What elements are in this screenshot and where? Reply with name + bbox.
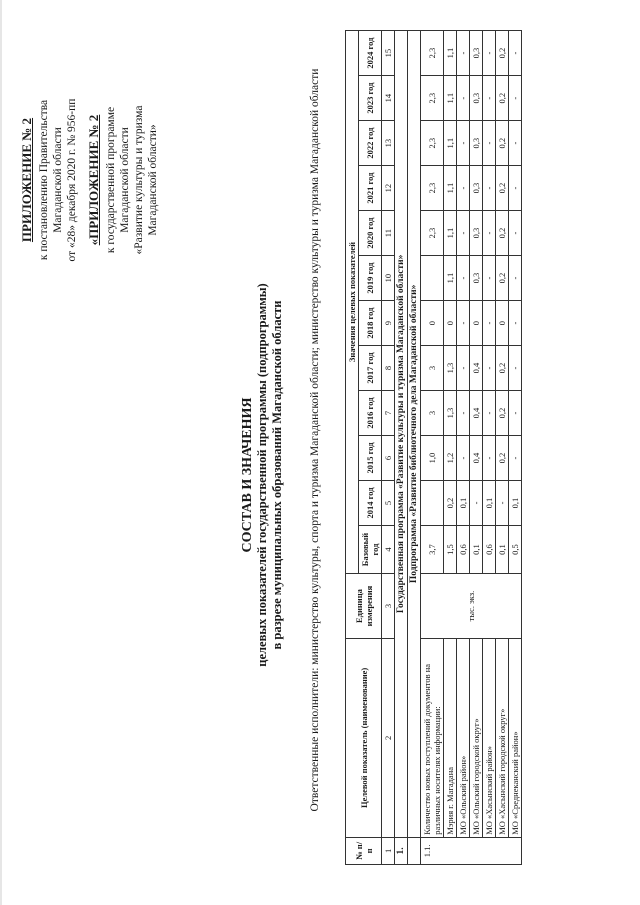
table-cell: 0,2 bbox=[444, 481, 457, 526]
table-cell: - bbox=[457, 256, 470, 301]
header-line: «Развитие культуры и туризма bbox=[133, 105, 145, 255]
table-cell: - bbox=[483, 166, 496, 211]
table-cell: 0,1 bbox=[496, 525, 509, 573]
table-cell: 0,5 bbox=[509, 525, 522, 573]
table-cell: 3 bbox=[421, 346, 444, 391]
table-cell: - bbox=[483, 436, 496, 481]
table-cell: 1,3 bbox=[444, 391, 457, 436]
table-cell: 1,1 bbox=[444, 31, 457, 76]
col-number: 4 bbox=[382, 525, 395, 573]
table-cell: - bbox=[483, 31, 496, 76]
table-cell: - bbox=[509, 76, 522, 121]
table-cell: 2,3 bbox=[421, 121, 444, 166]
table-row bbox=[509, 31, 522, 865]
table-cell: 2,3 bbox=[421, 211, 444, 256]
subprogram-title: Подпрограмма «Развитие библиотечного дела Магаданской области» bbox=[408, 31, 421, 838]
header-line: к постановлению Правительства bbox=[38, 99, 50, 261]
col-no-header: № п/п bbox=[346, 837, 382, 864]
table-cell: 0,2 bbox=[496, 391, 509, 436]
table-row bbox=[483, 31, 496, 865]
table-cell: 0 bbox=[444, 301, 457, 346]
row-name: МО «Среднеканский район» bbox=[509, 638, 522, 837]
table-cell: 0 bbox=[496, 301, 509, 346]
table-cell: 0,4 bbox=[470, 391, 483, 436]
year-header: 2017 год bbox=[359, 346, 382, 391]
year-header: 2016 год bbox=[359, 391, 382, 436]
col-name-header: Целевой показатель (наименование) bbox=[346, 638, 382, 837]
table-cell: - bbox=[509, 211, 522, 256]
table-cell: 0 bbox=[421, 301, 444, 346]
table-cell: 1,1 bbox=[444, 76, 457, 121]
table-cell: - bbox=[483, 76, 496, 121]
col-number: 1 bbox=[382, 837, 395, 864]
table-cell: - bbox=[470, 481, 483, 526]
year-header: Базовый год bbox=[359, 525, 382, 573]
table-cell: - bbox=[457, 31, 470, 76]
table-cell: 1,1 bbox=[444, 121, 457, 166]
table-cell: 0,2 bbox=[496, 346, 509, 391]
table-cell: - bbox=[457, 121, 470, 166]
table-cell: - bbox=[509, 391, 522, 436]
header-line: к государственной программе bbox=[105, 106, 117, 254]
table-cell: 0,3 bbox=[470, 211, 483, 256]
table-cell: - bbox=[509, 301, 522, 346]
table-cell: 2,3 bbox=[421, 31, 444, 76]
table-cell: 3,7 bbox=[421, 525, 444, 573]
table-cell: - bbox=[509, 31, 522, 76]
empty-cell bbox=[408, 837, 421, 864]
table-cell: 0,1 bbox=[483, 481, 496, 526]
table-cell: 0,2 bbox=[496, 166, 509, 211]
table-cell: - bbox=[483, 256, 496, 301]
col-values-header: Значения целевых показателей bbox=[346, 31, 359, 574]
col-unit-header: Единица измерения bbox=[346, 574, 382, 639]
table-cell: 0,1 bbox=[457, 481, 470, 526]
subprogram-row bbox=[408, 31, 421, 865]
table-cell: 2,3 bbox=[421, 166, 444, 211]
header-line: Магаданской области bbox=[119, 127, 131, 233]
table-cell: 0,3 bbox=[470, 121, 483, 166]
table-cell: 1,1 bbox=[444, 256, 457, 301]
scan-edge-line bbox=[0, 0, 2, 905]
header-line: Магаданской области bbox=[52, 127, 64, 233]
col-number: 11 bbox=[382, 211, 395, 256]
table-cell: 3 bbox=[421, 391, 444, 436]
table-cell: 0,2 bbox=[496, 211, 509, 256]
table-cell: 0,2 bbox=[496, 76, 509, 121]
table-cell: - bbox=[483, 121, 496, 166]
page-title: СОСТАВ И ЗНАЧЕНИЯ bbox=[240, 397, 255, 553]
table-cell: 1,0 bbox=[421, 436, 444, 481]
table-cell: 0 bbox=[470, 301, 483, 346]
year-header: 2023 год bbox=[359, 76, 382, 121]
table-cell: - bbox=[457, 166, 470, 211]
table-row bbox=[444, 31, 457, 865]
table-cell: 1,3 bbox=[444, 346, 457, 391]
table-cell: 0,6 bbox=[457, 525, 470, 573]
table-cell: - bbox=[483, 346, 496, 391]
table-cell: - bbox=[457, 211, 470, 256]
col-number: 6 bbox=[382, 436, 395, 481]
year-header: 2024 год bbox=[359, 31, 382, 76]
indicator-number: 1.1. bbox=[421, 837, 522, 864]
table-cell: - bbox=[457, 301, 470, 346]
table-cell: 0,2 bbox=[496, 121, 509, 166]
table-cell: 0,2 bbox=[496, 31, 509, 76]
year-header: 2022 год bbox=[359, 121, 382, 166]
document-heading bbox=[240, 175, 285, 775]
col-number: 8 bbox=[382, 346, 395, 391]
table-cell bbox=[421, 481, 444, 526]
col-number: 2 bbox=[382, 638, 395, 837]
row-name: МО «Хасынский район» bbox=[483, 638, 496, 837]
appendix-title-2: «ПРИЛОЖЕНИЕ № 2 bbox=[86, 114, 101, 246]
table-cell: 0,2 bbox=[496, 256, 509, 301]
table-header-row bbox=[346, 31, 359, 865]
table-cell: 0,3 bbox=[470, 256, 483, 301]
table-cell: 1,1 bbox=[444, 211, 457, 256]
table-cell: 0,2 bbox=[496, 436, 509, 481]
col-number: 5 bbox=[382, 481, 395, 526]
year-header: 2015 год bbox=[359, 436, 382, 481]
table-row bbox=[496, 31, 509, 865]
page-subtitle: в разрезе муниципальных образований Магаданской области bbox=[270, 300, 284, 650]
table-row bbox=[457, 31, 470, 865]
table-cell: - bbox=[509, 166, 522, 211]
column-numbers-row bbox=[382, 31, 395, 865]
col-number: 15 bbox=[382, 31, 395, 76]
indicator-unit: тыс. экз. bbox=[421, 574, 522, 639]
table-cell: - bbox=[509, 436, 522, 481]
header-date-line: от «28» декабря 2020 г. № 956-пп bbox=[66, 98, 78, 262]
table-cell: 0,3 bbox=[470, 76, 483, 121]
appendix-title: ПРИЛОЖЕНИЕ № 2 bbox=[19, 117, 34, 243]
col-number: 12 bbox=[382, 166, 395, 211]
table-cell: 0,3 bbox=[470, 166, 483, 211]
table-cell: 1,2 bbox=[444, 436, 457, 481]
col-number: 3 bbox=[382, 574, 395, 639]
page-subtitle: целевых показателей государственной программы (подпрограммы) bbox=[255, 283, 269, 667]
table-cell: - bbox=[457, 76, 470, 121]
table-cell: - bbox=[496, 481, 509, 526]
indicator-row bbox=[421, 31, 444, 865]
table-cell: - bbox=[483, 301, 496, 346]
year-header: 2020 год bbox=[359, 211, 382, 256]
table-cell: 0,3 bbox=[470, 31, 483, 76]
table-cell: 0,6 bbox=[483, 525, 496, 573]
responsible-executors: Ответственные исполнители: министерство культуры, спорта и туризма Магаданской области; министерство культуры и туризма Магаданской области bbox=[309, 68, 321, 812]
table-cell: 0,1 bbox=[509, 481, 522, 526]
table-cell: - bbox=[457, 436, 470, 481]
table-row bbox=[470, 31, 483, 865]
table-cell: - bbox=[483, 211, 496, 256]
table-cell: 1,1 bbox=[444, 166, 457, 211]
col-number: 13 bbox=[382, 121, 395, 166]
row-name: МО «Ольский район» bbox=[457, 638, 470, 837]
col-number: 14 bbox=[382, 76, 395, 121]
year-header: 2014 год bbox=[359, 481, 382, 526]
table-cell: 0,4 bbox=[470, 346, 483, 391]
row-name: Мэрия г. Магадана bbox=[444, 638, 457, 837]
row-name: МО «Хасынский городской округ» bbox=[496, 638, 509, 837]
indicators-table bbox=[345, 30, 522, 865]
indicator-name: Количество новых поступлений документов на различных носителях информации: bbox=[421, 638, 444, 837]
appendix-header bbox=[20, 30, 160, 330]
header-line: Магаданской области» bbox=[147, 124, 159, 236]
year-header: 2018 год bbox=[359, 301, 382, 346]
col-number: 10 bbox=[382, 256, 395, 301]
table-cell: - bbox=[509, 346, 522, 391]
table-cell: - bbox=[509, 256, 522, 301]
col-number: 7 bbox=[382, 391, 395, 436]
table-cell: 0,4 bbox=[470, 436, 483, 481]
table-cell: 2,3 bbox=[421, 76, 444, 121]
section-label: 1. bbox=[395, 837, 408, 864]
section-row bbox=[395, 31, 408, 865]
section-title: Государственная программа «Развитие культуры и туризма Магаданской области» bbox=[395, 31, 408, 838]
table-cell: - bbox=[457, 346, 470, 391]
table-cell: - bbox=[483, 391, 496, 436]
table-cell: 1,5 bbox=[444, 525, 457, 573]
col-number: 9 bbox=[382, 301, 395, 346]
table-cell: - bbox=[509, 121, 522, 166]
year-header: 2019 год bbox=[359, 256, 382, 301]
row-name: МО «Ольский городской округ» bbox=[470, 638, 483, 837]
table-cell bbox=[421, 256, 444, 301]
year-header: 2021 год bbox=[359, 166, 382, 211]
table-cell: 0,1 bbox=[470, 525, 483, 573]
table-cell: - bbox=[457, 391, 470, 436]
